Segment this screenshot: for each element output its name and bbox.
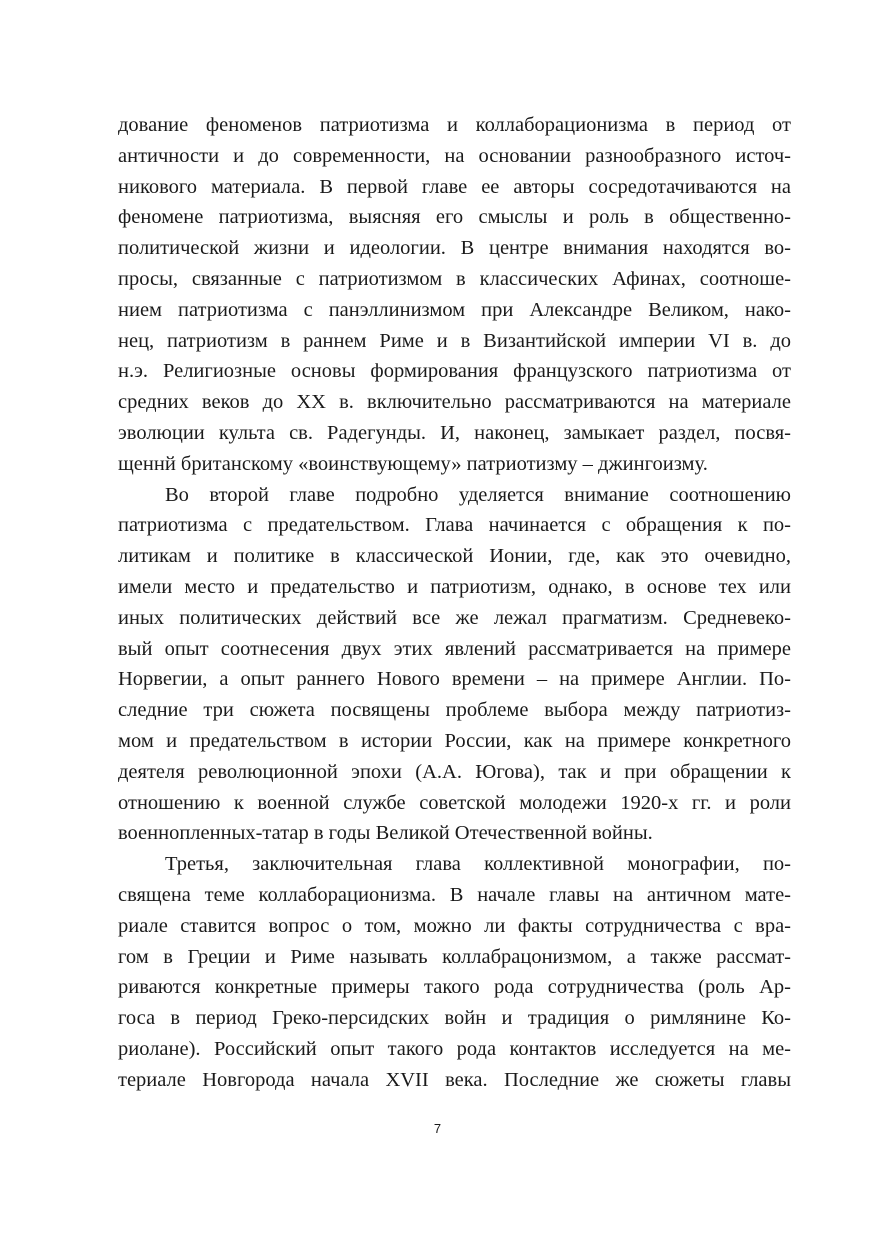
- text-line: феномене патриотизма, выясняя его смыслы и роль в общественно-: [118, 206, 791, 229]
- text-line: нец, патриотизм в раннем Риме и в Византийской империи VI в. до: [118, 329, 791, 352]
- text-line: Норвегии, а опыт раннего Нового времени – на примере Англии. По-: [118, 668, 791, 691]
- text-line: отношению к военной службе советской молодежи 1920-х гг. и роли: [118, 791, 791, 814]
- paragraph-1: [118, 110, 791, 480]
- text-line: гом в Греции и Риме называть коллабрацонизмом, а также рассмат-: [118, 945, 791, 968]
- text-line: деятеля революционной эпохи (А.А. Югова), так и при обращении к: [118, 760, 791, 783]
- text-line: следние три сюжета посвящены проблеме выбора между патриотиз-: [118, 699, 791, 722]
- text-line: политической жизни и идеологии. В центре внимания находятся во-: [118, 237, 791, 260]
- page-number: 7: [433, 1121, 442, 1136]
- text-line: никового материала. В первой главе ее авторы сосредотачиваются на: [118, 175, 791, 198]
- text-line: литикам и политике в классической Ионии, где, как это очевидно,: [118, 545, 791, 568]
- text-line: просы, связанные с патриотизмом в классических Афинах, соотноше-: [118, 267, 791, 290]
- text-line: риале ставится вопрос о том, можно ли факты сотрудничества с вра-: [118, 914, 791, 937]
- text-line: териале Новгорода начала XVII века. Последние же сюжеты главы: [118, 1068, 791, 1091]
- text-line: щеннй британскому «воинствующему» патриотизму – джингоизму.: [118, 452, 708, 475]
- text-line: Третья, заключительная глава коллективной монографии, по-: [165, 853, 791, 876]
- text-line: н.э. Религиозные основы формирования французского патриотизма от: [118, 360, 791, 383]
- text-line: античности и до современности, на основании разнообразного источ-: [118, 144, 791, 167]
- text-line: госа в период Греко-персидских войн и традиция о римлянине Ко-: [118, 1007, 791, 1030]
- text-line: дование феноменов патриотизма и коллаборационизма в период от: [118, 114, 791, 136]
- text-line: иных политических действий все же лежал прагматизм. Средневеко-: [118, 606, 791, 629]
- text-line: военнопленных-татар в годы Великой Отечественной войны.: [118, 822, 653, 845]
- text-line: средних веков до XX в. включительно рассматриваются на материале: [118, 391, 791, 414]
- text-line: Во второй главе подробно уделяется внимание соотношению: [165, 483, 791, 506]
- paragraph-3: [118, 849, 791, 1095]
- text-line: священа теме коллаборационизма. В начале главы на античном мате-: [118, 883, 791, 906]
- text-line: нием патриотизма с панэллинизмом при Александре Великом, нако-: [118, 298, 791, 321]
- text-line: имели место и предательство и патриотизм, однако, в основе тех или: [118, 575, 791, 598]
- paragraph-2: [118, 480, 791, 850]
- text-line: вый опыт соотнесения двух этих явлений рассматривается на примере: [118, 637, 791, 660]
- text-line: мом и предательством в истории России, как на примере конкретного: [118, 729, 791, 752]
- text-line: риолане). Российский опыт такого рода контактов исследуется на ме-: [118, 1037, 791, 1060]
- text-line: эволюции культа св. Радегунды. И, наконец, замыкает раздел, посвя-: [118, 421, 791, 444]
- text-line: риваются конкретные примеры такого рода сотрудничества (роль Ар-: [118, 976, 791, 999]
- text-line: патриотизма с предательством. Глава начинается с обращения к по-: [118, 514, 791, 537]
- page-body: [118, 110, 791, 1096]
